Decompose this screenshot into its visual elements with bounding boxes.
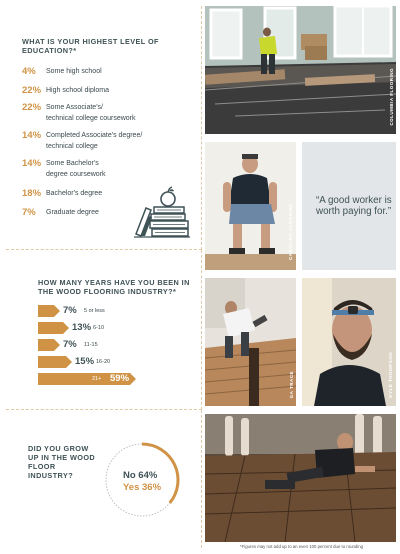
- years-bar: [38, 339, 60, 351]
- years-range: 11-15: [84, 342, 98, 348]
- education-label-line2: technical college: [46, 143, 98, 150]
- photo-credit: KYLE THOMPSON: [388, 352, 393, 398]
- years-bar: [38, 356, 72, 368]
- quote-text: “A good worker is worth paying for.”: [316, 194, 392, 217]
- years-row: [38, 339, 201, 351]
- years-section: [6, 250, 202, 410]
- years-range: 5 or less: [84, 308, 105, 314]
- education-item: [22, 102, 201, 124]
- education-label: Graduate degree: [46, 209, 99, 216]
- years-row: [38, 373, 201, 385]
- photo-worker-kneeling: [205, 414, 396, 542]
- years-list: [38, 305, 201, 385]
- years-bar: [38, 322, 69, 334]
- education-label: [46, 130, 142, 152]
- years-pct: 59%: [110, 373, 130, 384]
- years-row: [38, 356, 201, 368]
- floor-install-image: [205, 6, 396, 134]
- photo-credit: GA TRACE: [289, 370, 294, 398]
- grow-yes-value: Yes 36%: [123, 482, 162, 493]
- photo-credit: COLUMBIA FLOORING: [389, 68, 394, 126]
- grow-no-value: No 64%: [123, 470, 158, 481]
- photo-worker-squatting: [205, 142, 296, 270]
- education-item: [22, 85, 201, 96]
- education-label: Bachelor's degree: [46, 190, 103, 197]
- worker-squatting-image: [205, 142, 296, 270]
- education-pct: 22%: [22, 85, 42, 96]
- education-section: [6, 6, 202, 250]
- grow-question: DID YOU GROW UP IN THE WOOD FLOOR INDUSTRY?: [28, 444, 96, 480]
- years-pct: 15%: [75, 356, 95, 367]
- education-label-line1: Some Associate's/: [46, 104, 103, 111]
- education-item: [22, 158, 201, 180]
- books-apple-icon: [132, 186, 192, 242]
- education-label: Some high school: [46, 68, 102, 75]
- years-range: 6-10: [93, 325, 105, 331]
- years-range: 16-20: [96, 359, 111, 365]
- years-row: [38, 322, 201, 334]
- worker-portrait-image: [302, 278, 396, 406]
- years-pct: 7%: [63, 339, 77, 350]
- education-label: [46, 102, 136, 124]
- education-item: [22, 66, 201, 77]
- years-bar: [38, 305, 60, 317]
- education-pct: 14%: [22, 130, 42, 141]
- years-question: HOW MANY YEARS HAVE YOU BEEN IN THE WOOD FLOORING INDUSTRY?*: [38, 278, 190, 296]
- education-item: [22, 130, 201, 152]
- photo-credit: CAROLINA FLOORING: [288, 202, 293, 260]
- education-pct: 4%: [22, 66, 36, 77]
- photo-worker-nailing: [205, 278, 296, 406]
- grow-section: [6, 410, 202, 548]
- education-label-line1: Completed Associate's degree/: [46, 132, 143, 139]
- quote-box: [302, 142, 396, 270]
- years-pct: 13%: [72, 322, 92, 333]
- education-pct: 7%: [22, 207, 36, 218]
- worker-nailing-image: [205, 278, 296, 406]
- years-range: 21+: [92, 376, 102, 382]
- years-row: [38, 305, 201, 317]
- worker-kneeling-image: [205, 414, 396, 542]
- education-pct: 18%: [22, 188, 42, 199]
- education-label-line2: degree coursework: [46, 171, 106, 178]
- photo-worker-portrait: [302, 278, 396, 406]
- footnote: *Figures may not add up to an even 100 percent due to rounding: [240, 544, 364, 549]
- photo-floor-install: [205, 6, 396, 134]
- education-pct: 22%: [22, 102, 42, 113]
- years-pct: 7%: [63, 305, 77, 316]
- education-label-line2: technical college coursework: [46, 115, 136, 122]
- education-label: High school diploma: [46, 87, 110, 94]
- education-label-line1: Some Bachelor's: [46, 160, 99, 167]
- education-question: WHAT IS YOUR HIGHEST LEVEL OF EDUCATION?*: [22, 37, 159, 55]
- education-pct: 14%: [22, 158, 42, 169]
- education-label: [46, 158, 106, 180]
